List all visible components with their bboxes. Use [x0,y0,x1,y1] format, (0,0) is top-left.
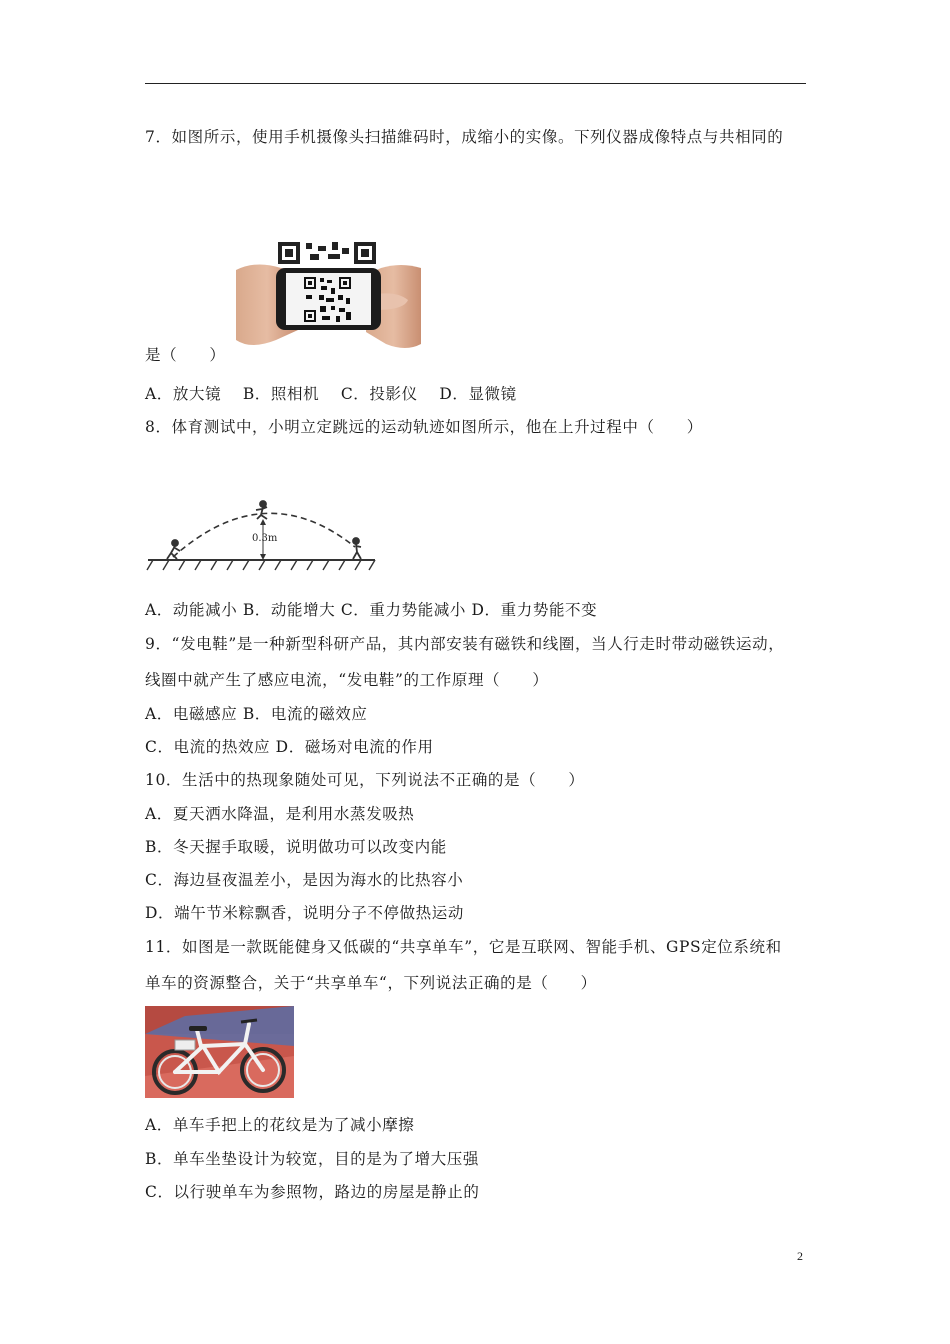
page-number: 2 [797,1249,803,1263]
q10-option-a: A．夏天洒水降温，是利用水蒸发吸热 [145,805,415,823]
q8-figure-jump-trajectory [145,495,380,575]
q11-option-a: A．单车手把上的花纹是为了减小摩擦 [145,1116,415,1134]
q7-stem: 7．如图所示，使用手机摄像头扫描維码时，成缩小的实像。下列仪器成像特点与共相同的 [145,128,784,146]
height-label: 0.3m [252,533,278,544]
q11-option-c: C．以行驶单车为参照物，路边的房屋是静止的 [145,1183,480,1201]
q10-stem: 10．生活中的热现象随处可见，下列说法不正确的是（ ） [145,771,585,789]
q10-option-c: C．海边昼夜温差小，是因为海水的比热容小 [145,871,464,889]
q9-stem-line2: 线圈中就产生了感应电流，“发电鞋”的工作原理（ ） [145,671,549,689]
q11-stem-line2: 单车的资源整合，关于“共享单车“，下列说法正确的是（ ） [145,974,597,992]
q9-options-line1: A．电磁感应 B．电流的磁效应 [145,705,368,723]
q7-figure-qr-phone [236,240,421,355]
header-rule [145,83,806,84]
q7-options: A．放大镜 B．照相机 C．投影仪 D．显微镜 [145,385,517,403]
q11-figure-shared-bike [145,1006,294,1098]
q11-option-b: B．单车坐垫设计为较宽，目的是为了增大压强 [145,1150,479,1168]
q11-stem-line1: 11．如图是一款既能健身又低碳的“共享单车”，它是互联网、智能手机、GPS定位系统和 [145,938,782,956]
q10-option-b: B．冬天握手取暖，说明做功可以改变内能 [145,838,447,856]
q10-option-d: D．端午节米粽飘香，说明分子不停做热运动 [145,904,464,922]
q9-stem-line1: 9．“发电鞋”是一种新型科研产品，其内部安装有磁铁和线圈，当人行走时带动磁铁运动， [145,635,785,653]
q9-options-line2: C．电流的热效应 D．磁场对电流的作用 [145,738,434,756]
q8-stem: 8．体育测试中，小明立定跳远的运动轨迹如图所示，他在上升过程中（ ） [145,418,703,436]
q8-options: A．动能减小 B．动能增大 C．重力势能减小 D．重力势能不变 [145,601,598,619]
q7-stem-end: 是（ ） [145,346,226,364]
